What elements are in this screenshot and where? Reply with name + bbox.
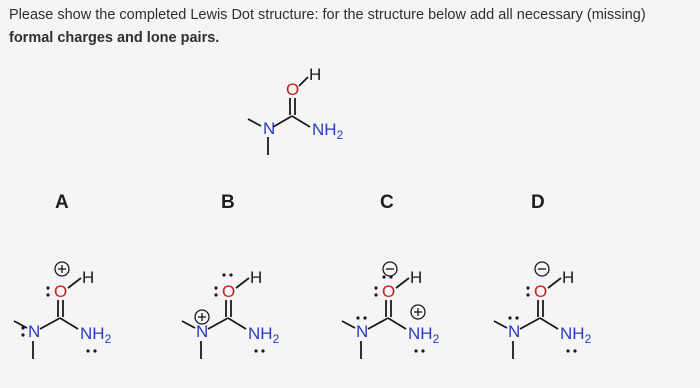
choice-label-b[interactable]: B (221, 192, 235, 213)
atom-n: N (356, 322, 369, 341)
atom-h: H (82, 268, 95, 287)
atom-o: O (54, 282, 68, 301)
atom-nh2: $NH_2$ (80, 324, 112, 346)
structure-c[interactable] (338, 255, 468, 375)
question-text (9, 4, 694, 50)
atom-o: O (382, 282, 396, 301)
atom-h: H (309, 65, 322, 84)
choice-label-c[interactable]: C (380, 192, 394, 213)
reference-structure (240, 55, 380, 165)
atom-nh2: $NH_2$ (248, 324, 280, 346)
choice-label-a[interactable]: A (55, 192, 69, 213)
atom-n: N (508, 322, 521, 341)
question-intro: Please show the completed Lewis Dot structure: for the structure below add all necessary (missing) (9, 7, 646, 23)
atom-h: H (250, 268, 263, 287)
choice-label-d[interactable]: D (531, 192, 545, 213)
structure-d[interactable] (490, 255, 620, 375)
atom-nh2: $NH_2$ (312, 120, 344, 142)
atom-n: N (28, 322, 41, 341)
question-bold: formal charges and lone pairs. (9, 30, 220, 46)
atom-nh2: $NH_2$ (408, 324, 440, 346)
atom-n: N (263, 119, 276, 138)
atom-nh2: $NH_2$ (560, 324, 592, 346)
structure-a[interactable] (10, 255, 140, 375)
atom-h: H (562, 268, 575, 287)
structure-b[interactable] (178, 255, 308, 375)
atom-o: O (534, 282, 548, 301)
atom-h: H (410, 268, 423, 287)
atom-n: N (196, 322, 209, 341)
atom-o: O (286, 80, 300, 99)
atom-o: O (222, 282, 236, 301)
